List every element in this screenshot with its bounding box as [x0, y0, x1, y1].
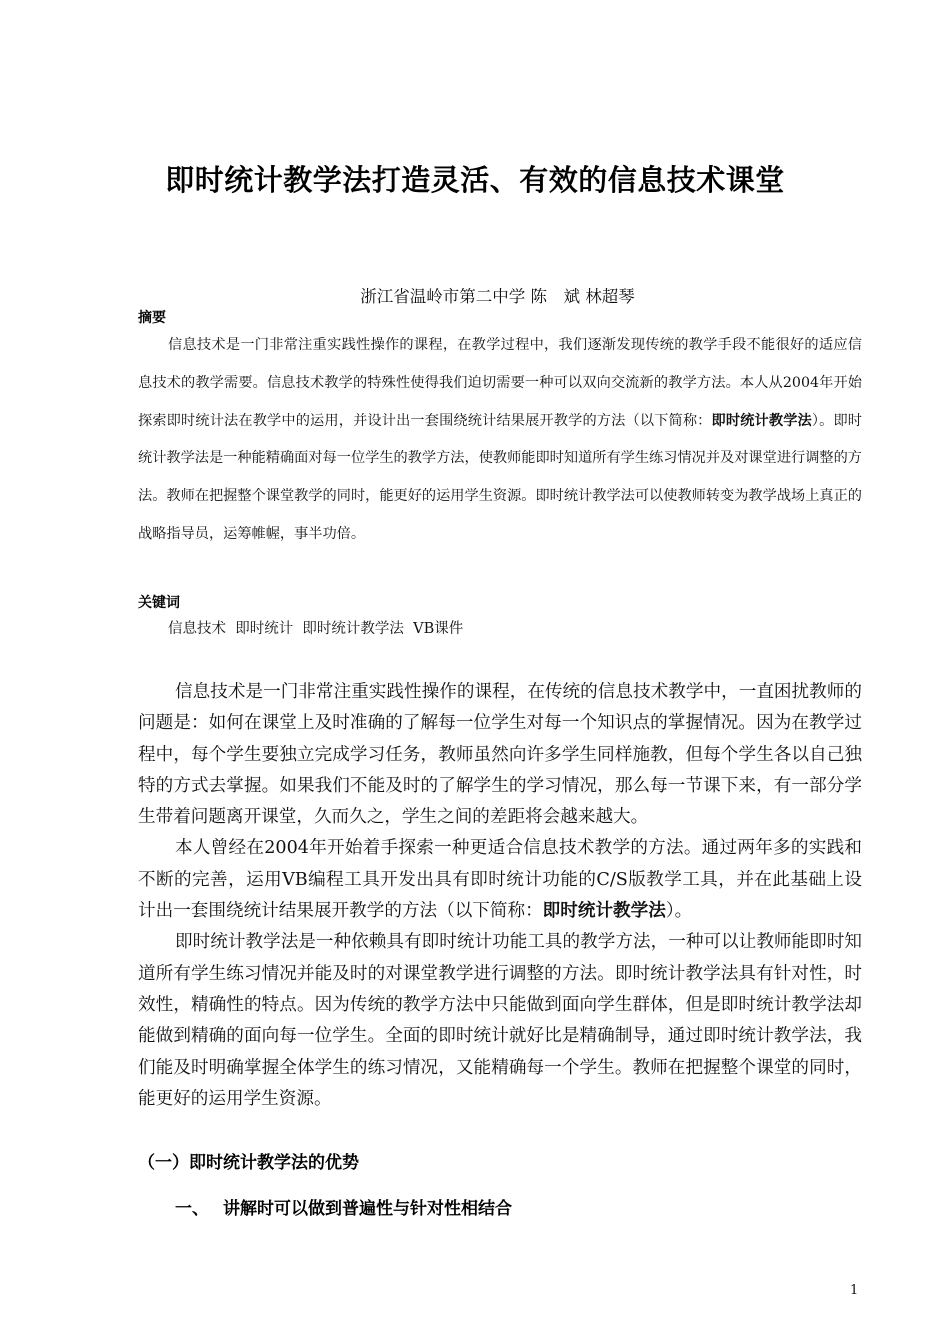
body-paragraph-2 — [138, 833, 862, 927]
page-number: 1 — [850, 1283, 859, 1298]
document-title: 即时统计教学法打造灵活、有效的信息技术课堂 — [165, 163, 785, 197]
abstract-bold-term: 即时统计教学法 — [711, 412, 812, 429]
body-paragraph-1: 信息技术是一门非常注重实践性操作的课程，在传统的信息技术教学中，一直困扰教师的问题是：如何在课堂上及时准确的了解每一位学生对每一个知识点的掌握情况。因为在教学过程中，每个学生要独立完成学习任务，教师虽然向许多学生同样施教，但每个学生各以自己独特的方式去掌握。如果我们不能及时的了解学生的学习情况，那么每一节课下来，有一部分学生带着问题离开课堂，久而久之，学生之间的差距将会越来越大。 — [138, 682, 862, 828]
sub-heading — [175, 1194, 512, 1219]
author-line: 浙江省温岭市第二中学 陈 斌 林超琴 — [360, 287, 635, 306]
abstract-text — [138, 327, 862, 554]
body-paragraph-2-start: 本人曾经在2004年开始着手探索一种更适合信息技术教学的方法。通过两年多的实践和不断的完善，运用VB编程工具开发出具有即时统计功能的C/S版教学工具，并在此基础上设计出一套围绕统计结果展开教学的方法（以下简称： — [138, 838, 862, 922]
sub-heading-text: 讲解时可以做到普遍性与针对性相结合 — [223, 1199, 512, 1219]
sub-heading-number: 一、 — [175, 1199, 209, 1219]
abstract-label: 摘要 — [138, 310, 166, 326]
body-paragraph-3: 即时统计教学法是一种依赖具有即时统计功能工具的教学方法，一种可以让教师能即时知道所有学生练习情况并能及时的对课堂教学进行调整的方法。即时统计教学法具有针对性，时效性，精确性的特点。因为传统的教学方法中只能做到面向学生群体，但是即时统计教学法却能做到精确的面向每一位学生。全面的即时统计就好比是精确制导，通过即时统计教学法，我们能及时明确掌握全体学生的练习情况，又能精确每一个学生。教师在把握整个课堂的同时，能更好的运用学生资源。 — [138, 932, 862, 1109]
body-paragraph-2-bold-term: 即时统计教学法 — [542, 901, 666, 922]
abstract-text-end: ）。即时统计教学法是一种能精确面对每一位学生的教学方法，使教师能即时知道所有学生练习情况并及对课堂进行调整的方法。教师在把握整个课堂教学的同时，能更好的运用学生资源。即时统计教学法可以使教师转变为教学战场上真正的战略指导员，运筹帷幄，事半功倍。 — [138, 412, 862, 542]
keywords-label: 关键词 — [138, 595, 180, 611]
body-paragraph-2-end: ）。 — [665, 901, 693, 922]
abstract-text-start: 信息技术是一门非常注重实践性操作的课程，在教学过程中，我们逐渐发现传统的教学手段不能很好的适应信息技术的教学需要。信息技术教学的特殊性使得我们迫切需要一种可以双向交流新的教学方法。本人从2004年开始探索即时统计法在教学中的运用，并设计出一套围绕统计结果展开教学的方法（以下简称： — [138, 337, 862, 429]
body-text-block — [138, 677, 862, 1115]
section-heading: （一）即时统计教学法的优势 — [138, 1153, 359, 1173]
keywords-text: 信息技术 即时统计 即时统计教学法 VB课件 — [168, 621, 464, 637]
